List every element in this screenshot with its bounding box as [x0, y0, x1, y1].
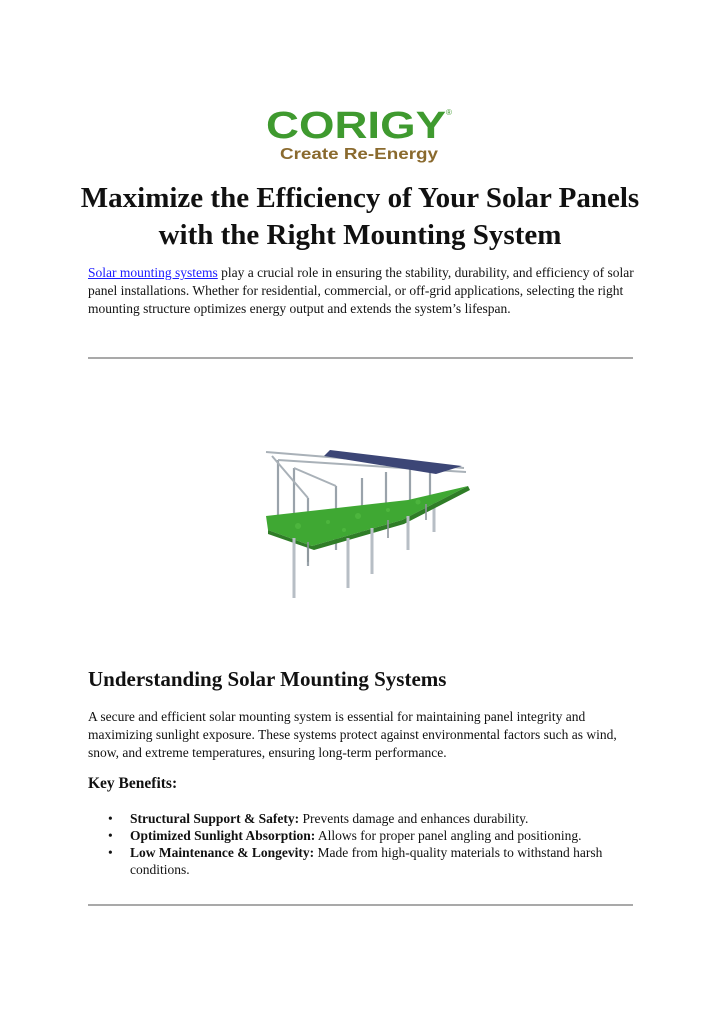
divider [88, 904, 633, 906]
logo-wordmark: CORIGY [266, 105, 446, 147]
benefit-label: Optimized Sunlight Absorption: [130, 828, 316, 843]
logo-registered: ® [446, 108, 452, 117]
bullet-icon: • [108, 828, 113, 843]
bullet-icon: • [108, 811, 113, 826]
benefit-text: Made from high-quality materials to withstand harsh conditions. [130, 845, 603, 877]
benefit-text: Prevents damage and enhances durability. [299, 811, 529, 826]
intro-text: play a crucial role in ensuring the stability, durability, and efficiency of solar panel installations. Whether for residential, commercial, or off-grid applications, selecting the right mounting structure optimizes energy output and extends the system’s lifespan. [88, 265, 634, 316]
benefit-label: Structural Support & Safety: [130, 811, 300, 826]
logo-tagline: Create Re-Energy [280, 146, 439, 163]
solar-mounting-structure-image [238, 438, 482, 630]
page-title: Maximize the Efficiency of Your Solar Panels with the Right Mounting System [80, 182, 640, 251]
list-item [88, 844, 636, 878]
section-paragraph: A secure and efficient solar mounting system is essential for maintaining panel integrity and maximizing sunlight exposure. These systems protect against environmental factors such as wind, snow, and extreme temperatures, ensuring long-term performance. [88, 709, 617, 760]
section-heading: Understanding Solar Mounting Systems [88, 667, 447, 691]
benefit-text: Allows for proper panel angling and positioning. [315, 828, 582, 843]
corigy-logo [262, 104, 458, 166]
benefit-label: Low Maintenance & Longevity: [130, 845, 315, 860]
key-benefits-heading: Key Benefits: [88, 775, 178, 792]
bullet-icon: • [108, 845, 113, 860]
solar-mounting-systems-link[interactable]: Solar mounting systems [88, 265, 218, 280]
divider [88, 357, 633, 359]
benefits-list [88, 810, 636, 878]
list-item [88, 810, 636, 827]
list-item [88, 827, 636, 844]
intro-paragraph [88, 264, 636, 318]
